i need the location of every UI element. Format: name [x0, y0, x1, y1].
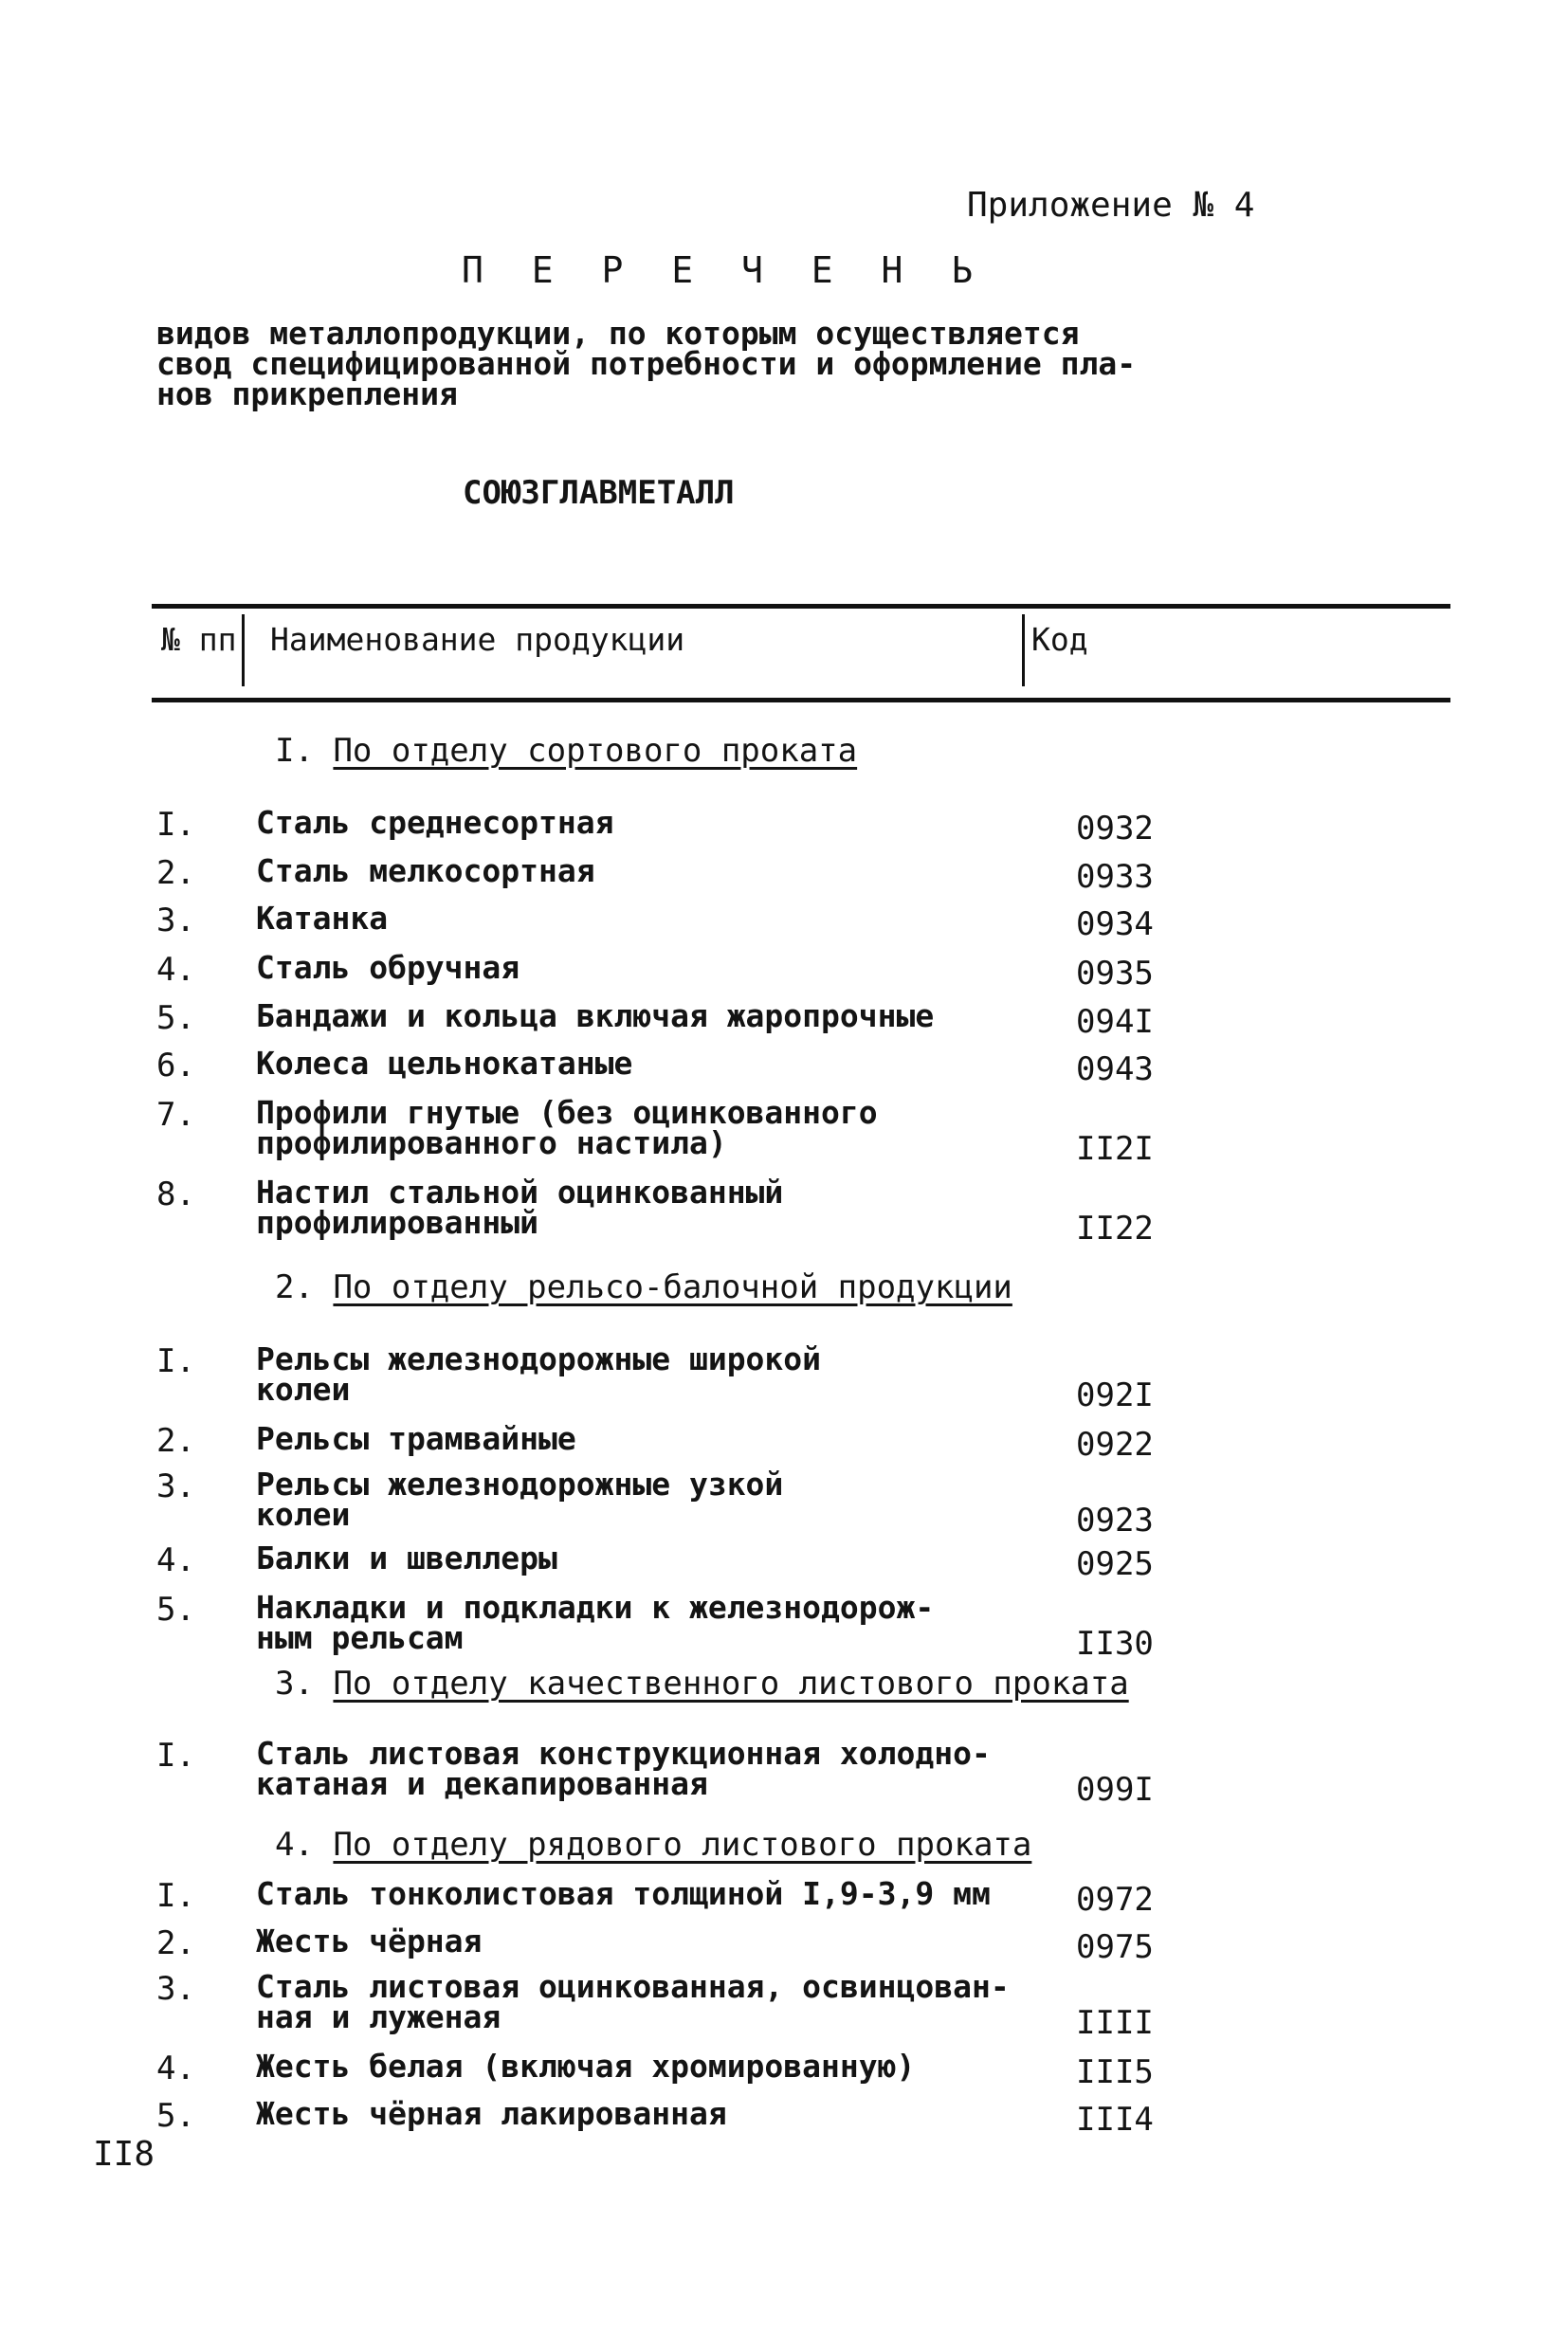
- section-heading: [275, 1665, 1129, 1703]
- table-header-rule: [152, 698, 1450, 702]
- section-title: По отделу сортового проката: [333, 732, 858, 770]
- item-name-line: Жесть белая (включая хромированную): [256, 2048, 916, 2085]
- section-heading: [275, 732, 857, 770]
- header-name: Наименование продукции: [270, 621, 685, 658]
- item-name-line: Сталь листовая конструкционная холодно-: [256, 1735, 991, 1772]
- section-number: 3.: [275, 1665, 314, 1703]
- item-name-line: профилированный: [256, 1204, 539, 1241]
- item-name-line: Накладки и подкладки к железнодорож-: [256, 1589, 935, 1626]
- item-name-line: Сталь среднесортная: [256, 804, 614, 841]
- item-code: 0933: [1076, 858, 1154, 896]
- item-name-line: Катанка: [256, 900, 389, 937]
- item-name-line: профилированного настила): [256, 1124, 727, 1161]
- item-number: 3.: [156, 902, 195, 939]
- header-separator: [1022, 614, 1025, 686]
- document-title: П Е Р Е Ч Е Н Ь: [462, 249, 987, 291]
- item-code: 099I: [1076, 1771, 1154, 1809]
- item-code: III4: [1076, 2101, 1154, 2139]
- item-number: 4.: [156, 951, 195, 989]
- item-code: II30: [1076, 1625, 1154, 1663]
- item-name-line: Бандажи и кольца включая жаропрочные: [256, 997, 935, 1034]
- item-number: 5.: [156, 2097, 195, 2135]
- item-code: 0943: [1076, 1050, 1154, 1088]
- item-number: 4.: [156, 1541, 195, 1579]
- item-name-line: Сталь листовая оцинкованная, освинцован-: [256, 1968, 1010, 2005]
- item-number: 5.: [156, 1591, 195, 1629]
- item-name-line: Жесть чёрная: [256, 1923, 483, 1959]
- item-name-line: колеи: [256, 1496, 351, 1533]
- item-name-line: Балки и швеллеры: [256, 1540, 557, 1576]
- annex-label: Приложение № 4: [967, 186, 1255, 225]
- item-name-line: Сталь тонколистовая толщиной I,9-3,9 мм: [256, 1875, 991, 1912]
- section-number: 2.: [275, 1268, 314, 1306]
- item-code: 092I: [1076, 1376, 1154, 1414]
- item-name-line: Рельсы железнодорожные широкой: [256, 1340, 822, 1377]
- item-code: 0922: [1076, 1426, 1154, 1464]
- item-number: I.: [156, 1877, 195, 1915]
- document-description: [156, 315, 1137, 412]
- item-number: I.: [156, 1342, 195, 1380]
- item-number: 8.: [156, 1176, 195, 1213]
- item-name-line: Рельсы трамвайные: [256, 1420, 576, 1457]
- item-code: III5: [1076, 2053, 1154, 2091]
- item-name-line: колеи: [256, 1371, 351, 1408]
- item-number: I.: [156, 1737, 195, 1775]
- item-number: 2.: [156, 1924, 195, 1962]
- item-number: 6.: [156, 1047, 195, 1084]
- section-heading: [275, 1268, 1012, 1306]
- item-name-line: Сталь мелкосортная: [256, 852, 595, 889]
- item-name-line: Рельсы железнодорожные узкой: [256, 1466, 784, 1503]
- item-name-line: катаная и декапированная: [256, 1765, 708, 1802]
- section-title: По отделу качественного листового проката: [333, 1665, 1129, 1703]
- section-number: I.: [275, 732, 314, 770]
- description-line: видов металлопродукции, по которым осуществляется: [156, 315, 1080, 352]
- item-number: I.: [156, 806, 195, 844]
- item-code: 0972: [1076, 1881, 1154, 1919]
- item-name-line: Профили гнутые (без оцинкованного: [256, 1094, 878, 1131]
- item-name-line: ным рельсам: [256, 1619, 464, 1656]
- item-code: II22: [1076, 1210, 1154, 1248]
- item-number: 4.: [156, 2050, 195, 2087]
- item-code: 0975: [1076, 1928, 1154, 1966]
- item-number: 7.: [156, 1096, 195, 1134]
- page-number: II8: [93, 2135, 155, 2174]
- description-line: свод специфицированной потребности и оформление пла-: [156, 345, 1137, 382]
- section-number: 4.: [275, 1826, 314, 1864]
- header-separator: [242, 614, 245, 686]
- item-code: 0934: [1076, 905, 1154, 943]
- item-number: 5.: [156, 999, 195, 1037]
- section-title: По отделу рядового листового проката: [333, 1826, 1032, 1864]
- item-code: II2I: [1076, 1130, 1154, 1168]
- item-number: 3.: [156, 1970, 195, 2008]
- item-name-line: Настил стальной оцинкованный: [256, 1174, 784, 1211]
- header-num: № пп: [161, 621, 237, 658]
- item-number: 3.: [156, 1467, 195, 1505]
- item-code: 0925: [1076, 1545, 1154, 1583]
- header-code: Код: [1031, 621, 1088, 658]
- item-name-line: Жесть чёрная лакированная: [256, 2095, 727, 2132]
- item-code: IIII: [1076, 2004, 1154, 2042]
- item-name-line: Сталь обручная: [256, 949, 520, 986]
- item-number: 2.: [156, 854, 195, 892]
- section-heading: [275, 1826, 1031, 1864]
- item-name-line: Колеса цельнокатаные: [256, 1045, 633, 1082]
- description-line: нов прикрепления: [156, 375, 458, 412]
- table-top-rule: [152, 604, 1450, 609]
- organization-name: СОЮЗГЛАВМЕТАЛЛ: [463, 474, 735, 512]
- item-code: 0935: [1076, 955, 1154, 993]
- section-title: По отделу рельсо-балочной продукции: [333, 1268, 1012, 1306]
- item-name-line: ная и луженая: [256, 1998, 501, 2035]
- item-number: 2.: [156, 1422, 195, 1460]
- item-code: 094I: [1076, 1003, 1154, 1041]
- item-code: 0932: [1076, 810, 1154, 847]
- item-code: 0923: [1076, 1502, 1154, 1540]
